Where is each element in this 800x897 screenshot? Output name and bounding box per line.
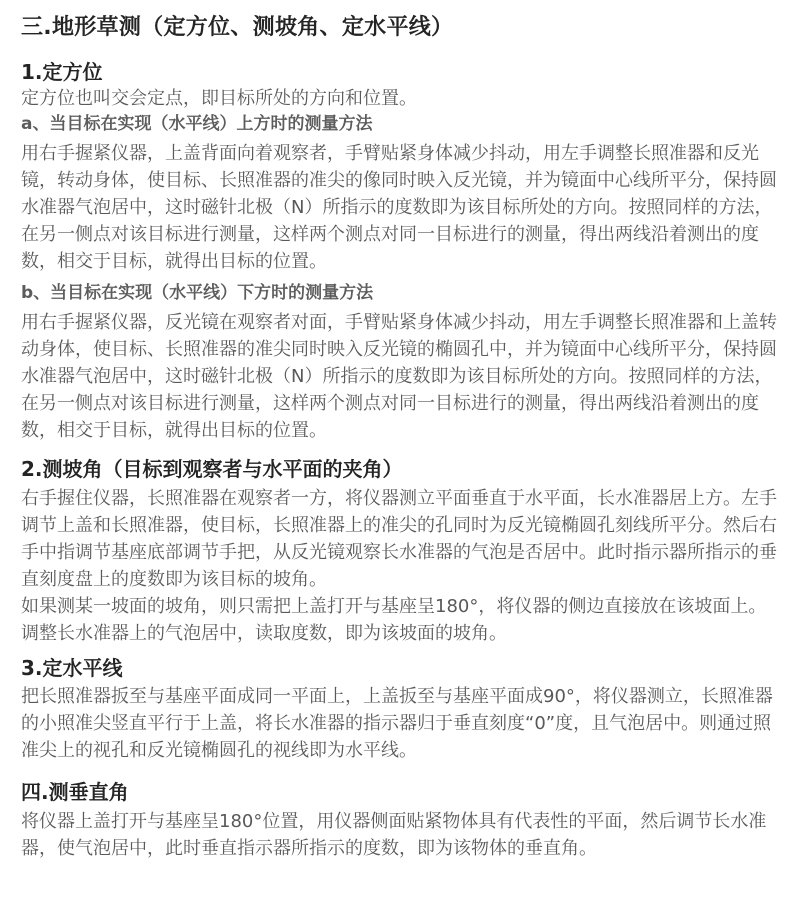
document-page [0,13,800,897]
section-orientation [21,58,779,444]
section-vertical-angle [21,778,779,862]
section-1a-body: 用右手握紧仪器，上盖背面向着观察者，手臂贴紧身体减少抖动，用左手调整长照准器和反光镜，转动身体，使目标、长照准器的准尖的像同时映入反光镜，并为镜面中心线所平分，保持圆水准器气泡居中，这时磁针北极（N）所指示的度数即为该目标所处的方向。按照同样的方法，在另一侧点对该目标进行测量，这样两个测点对同一目标进行的测量，得出两线沿着测出的度数，相交于目标，就得出目标的位置。 [21,143,777,272]
section-4-paragraph-1: 将仪器上盖打开与基座呈180°位置，用仪器侧面贴紧物体具有代表性的平面，然后调节长水准器，使气泡居中，此时垂直指示器所指示的度数，即为该物体的垂直角。 [21,811,767,859]
section-1b-heading: b、当目标在实现（水平线）下方时的测量方法 [21,283,374,303]
section-1a-heading: a、当目标在实现（水平线）上方时的测量方法 [21,114,373,134]
section-3-paragraph-1: 把长照准器扳至与基座平面成同一平面上，上盖扳至与基座平面成90°，将仪器测立，长照准器的小照准尖竖直平行于上盖，将长水准器的指示器归于垂直刻度“0”度，且气泡居中。则通过照准尖上的视孔和反光镜椭圆孔的视线即为水平线。 [21,686,773,761]
section-2-heading: 2.测坡角（目标到观察者与水平面的夹角） [21,457,403,481]
section-2-paragraph-1: 右手握住仪器，长照准器在观察者一方，将仪器测立平面垂直于水平面，长水准器居上方。左手调节上盖和长照准器，使目标，长照准器上的准尖的孔同时为反光镜椭圆孔刻线所平分。然后右手中指调节基座底部调节手把，从反光镜观察长水准器的气泡是否居中。此时指示器所指示的垂直刻度盘上的度数即为该目标的坡角。 [21,488,777,590]
section-1-heading: 1.定方位 [21,60,103,84]
section-slope-angle [21,455,779,647]
section-4-heading: 四.测垂直角 [21,780,129,804]
section-1b-body: 用右手握紧仪器，反光镜在观察者对面，手臂贴紧身体减少抖动，用左手调整长照准器和上盖转动身体，使目标、长照准器的准尖同时映入反光镜的椭圆孔中，并为镜面中心线所平分，保持圆水准器气泡居中，这时磁针北极（N）所指示的度数即为该目标所处的方向。按照同样的方法，在另一侧点对该目标进行测量，这样两个测点对同一目标进行的测量，得出两线沿着测出的度数，相交于目标，就得出目标的位置。 [21,312,777,441]
section-1-intro: 定方位也叫交会定点，即目标所处的方向和位置。 [21,88,417,109]
page-title: 三.地形草测（定方位、测坡角、定水平线） [21,15,454,40]
section-2-paragraph-2: 如果测某一坡面的坡角，则只需把上盖打开与基座呈180°，将仪器的侧边直接放在该坡面上。调整长水准器上的气泡居中，读取度数，即为该坡面的坡角。 [21,596,767,644]
section-3-heading: 3.定水平线 [21,656,123,680]
section-horizontal-line [21,654,779,764]
